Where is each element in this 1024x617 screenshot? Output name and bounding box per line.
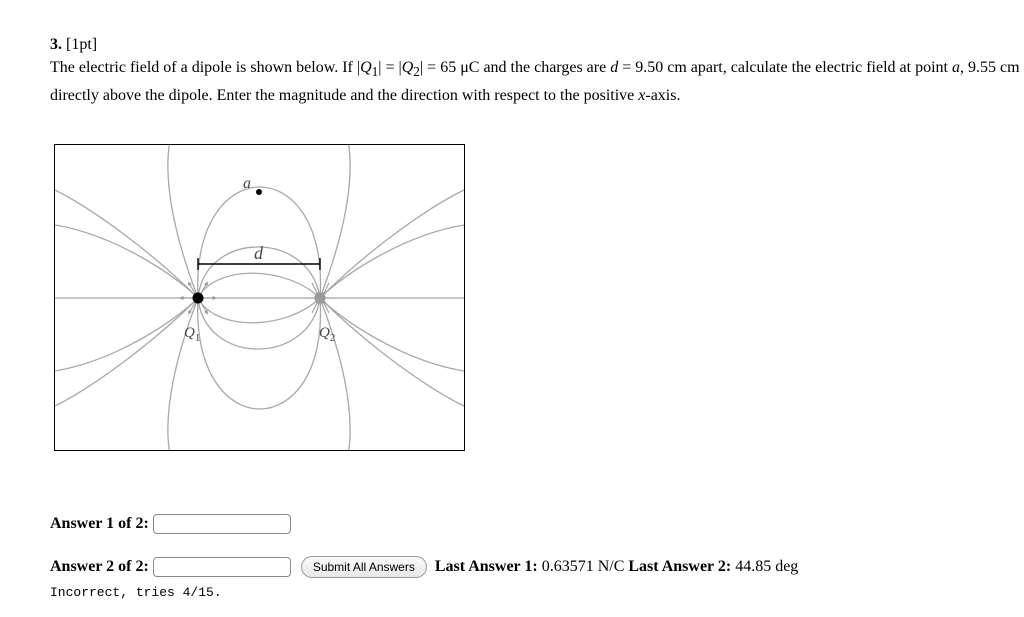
dipole-field-figure [54, 144, 465, 451]
charge-q1 [193, 293, 204, 304]
field-line [198, 273, 320, 298]
problem-text-part: | = | [378, 59, 402, 76]
q1-label-text: Q [184, 325, 195, 341]
dipole-diagram [55, 145, 464, 450]
x-symbol: x [638, 87, 646, 105]
field-line [168, 298, 198, 450]
q2-subscript: 2 [413, 64, 420, 80]
problem-text [50, 56, 1022, 108]
field-line [55, 298, 198, 406]
d-symbol: d [610, 59, 619, 76]
problem-header [50, 36, 97, 54]
problem-number: 3. [50, 36, 62, 53]
field-line [55, 190, 198, 298]
field-line [198, 298, 320, 349]
q1-label-sub: 1 [194, 332, 201, 344]
q2-label [319, 325, 335, 344]
point-a [256, 189, 262, 195]
field-line [320, 145, 350, 298]
field-line [198, 298, 320, 323]
last-answers [435, 558, 798, 576]
field-line [320, 190, 464, 298]
problem-text-part: | = 65 μC and the charges are [419, 59, 611, 76]
field-line [168, 145, 198, 298]
answer1-label: Answer 1 of 2: [50, 515, 149, 532]
status-message: Incorrect, tries 4/15. [50, 585, 222, 600]
answer2-input[interactable] [153, 557, 291, 577]
field-line [320, 298, 464, 406]
q2-symbol: Q [401, 59, 414, 76]
q1-subscript: 1 [371, 64, 379, 80]
d-label: d [254, 243, 263, 263]
last-answer2-label: Last Answer 2: [628, 558, 732, 575]
q1-symbol: Q [360, 59, 372, 76]
q2-label-text: Q [319, 325, 330, 341]
last-answer2-value: 44.85 deg [735, 558, 799, 575]
problem-points: [1pt] [66, 36, 98, 53]
last-answer1-value: 0.63571 N/C [541, 558, 625, 575]
a-label: a [243, 175, 251, 192]
q2-label-sub: 2 [329, 332, 336, 344]
problem-text-part: -axis. [645, 87, 681, 105]
problem-text-part: , 9.55 cm directly above the dipole. Enter the magnitude and the direction with respect to the positive [50, 59, 1020, 105]
problem-text-part: = 9.50 cm apart, calculate the electric field at point [618, 59, 952, 76]
a-symbol: a [951, 59, 960, 76]
field-line [320, 298, 350, 450]
answer1-input[interactable] [153, 514, 291, 534]
problem-text-part: The electric field of a dipole is shown below. If | [50, 59, 361, 76]
submit-all-answers-button[interactable]: Submit All Answers [301, 556, 427, 578]
answer2-row [50, 556, 798, 578]
last-answer1-label: Last Answer 1: [434, 558, 538, 575]
answer2-label: Answer 2 of 2: [50, 558, 149, 575]
answer1-row [50, 514, 291, 534]
charge-q2 [315, 293, 326, 304]
